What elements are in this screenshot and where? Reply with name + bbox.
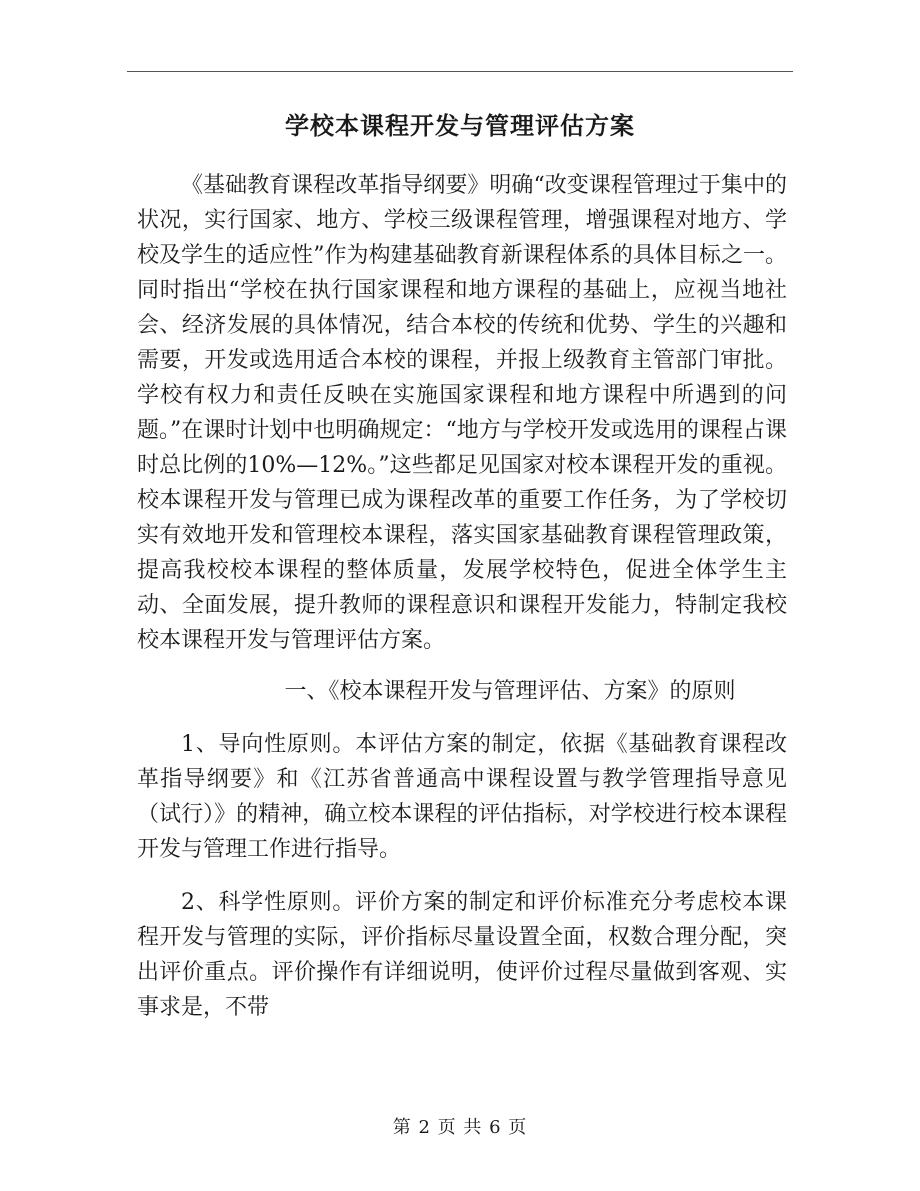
principle-2-paragraph: 2、科学性原则。评价方案的制定和评价标准充分考虑校本课程开发与管理的实际，评价指标尽量设置全面，权数合理分配，突出评价重点。评价操作有详细说明，使评价过程尽量做到客观、实事求是，不带 [137,890,787,1020]
intro-paragraph: 《基础教育课程改革指导纲要》明确“改变课程管理过于集中的状况，实行国家、地方、学校三级课程管理，增强课程对地方、学校及学生的适应性”作为构建基础教育新课程体系的具体目标之一。同时指出“学校在执行国家课程和地方课程的基础上，应视当地社会、经济发展的具体情况，结合本校的传统和优势、学生的兴趣和需要，开发或选用适合本校的课程，并报上级教育主管部门审批。学校有权力和责任反映在实施国家课程和地方课程中所遇到的问题。”在课时计划中也明确规定：“地方与学校开发或选用的课程占课时总比例的10%—12%。”这些都足见国家对校本课程开发的重视。校本课程开发与管理已成为课程改革的重要工作任务，为了学校切实有效地开发和管理校本课程，落实国家基础教育课程管理政策，提高我校校本课程的整体质量，发展学校特色，促进全体学生主动、全面发展，提升教师的课程意识和课程开发能力，特制定我校校本课程开发与管理评估方案。 [137,173,787,653]
header-rule [127,71,793,72]
section-heading: 一、《校本课程开发与管理评估、方案》的原则 [284,679,736,704]
principle-1-paragraph: 1、导向性原则。本评估方案的制定，依据《基础教育课程改革指导纲要》和《江苏省普通高中课程设置与教学管理指导意见（试行）》的精神，确立校本课程的评估指标，对学校进行校本课程开发与管理工作进行指导。 [137,732,787,862]
page-footer: 第 2 页 共 6 页 [392,1117,528,1138]
document-title: 学校本课程开发与管理评估方案 [285,111,635,140]
document-body [137,168,787,1025]
